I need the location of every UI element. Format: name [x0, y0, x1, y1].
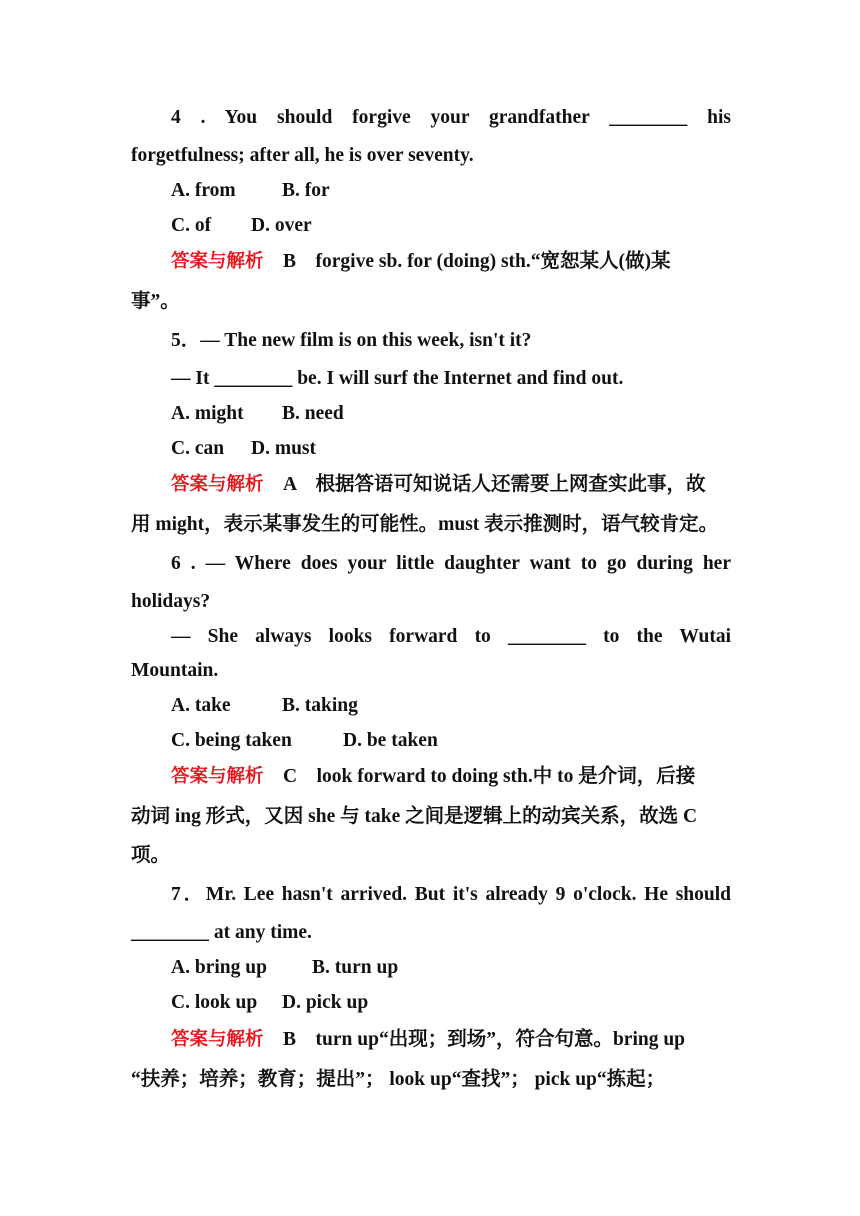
answer-label: 答案与解析	[171, 474, 264, 495]
q6-options-row-2	[171, 728, 731, 754]
q7-option-d: D. pick up	[282, 992, 369, 1013]
q4-option-d: D. over	[251, 215, 312, 236]
q5-option-d: D. must	[251, 438, 317, 459]
q7-option-a: A. bring up	[171, 957, 267, 978]
q4-stem-line-2: forgetfulness; after all, he is over seventy.	[131, 145, 474, 166]
q7-stem-line-1: 7．Mr. Lee hasn't arrived. But it's already 9 o'clock. He should	[171, 884, 731, 905]
answer-label: 答案与解析	[171, 251, 264, 272]
q6-stem-line-1: 6 . — Where does your little daughter want to go during her	[171, 553, 731, 574]
q5-stem-line-2: — It ________ be. I will surf the Internet and find out.	[171, 368, 624, 389]
q5-option-c: C. can	[171, 438, 225, 459]
q6-stem-line-3: — She always looks forward to ________ to the Wutai	[171, 626, 731, 647]
q5-stem-line-1: 5．— The new film is on this week, isn't it?	[171, 330, 532, 351]
q4-stem-line-1: 4 . You should forgive your grandfather ________ his	[171, 107, 731, 128]
q7-option-b: B. turn up	[312, 957, 399, 978]
q4-option-a: A. from	[171, 180, 236, 201]
q7-answer-line-1	[171, 1027, 731, 1053]
q6-option-d: D. be taken	[343, 730, 438, 751]
q7-option-c: C. look up	[171, 992, 258, 1013]
q5-answer-line-1	[171, 472, 731, 498]
q5-option-a: A. might	[171, 403, 244, 424]
q6-answer-text: C look forward to doing sth.中 to 是介词，后接	[283, 766, 696, 787]
q5-option-b: B. need	[282, 403, 344, 424]
q7-stem-line-2: ________ at any time.	[131, 922, 312, 943]
q6-stem-line-4: Mountain.	[131, 660, 219, 681]
q7-options-row-2	[171, 990, 731, 1016]
q5-options-row-1	[171, 401, 731, 427]
answer-label: 答案与解析	[171, 766, 264, 787]
q6-options-row-1	[171, 693, 731, 719]
q4-answer-line-1	[171, 249, 731, 275]
q7-options-row-1	[171, 955, 731, 981]
q4-answer-line-2: 事”。	[131, 291, 180, 312]
q6-answer-line-3: 项。	[131, 845, 171, 866]
q6-option-c: C. being taken	[171, 730, 292, 751]
q7-answer-line-2: “扶养；培养；教育；提出”； look up“查找”； pick up“拣起；	[131, 1069, 666, 1090]
q6-stem-line-2: holidays?	[131, 591, 211, 612]
q6-answer-line-1	[171, 764, 731, 790]
q4-option-c: C. of	[171, 215, 212, 236]
q7-answer-text: B turn up“出现；到场”，符合句意。bring up	[283, 1029, 686, 1050]
q6-option-a: A. take	[171, 695, 231, 716]
q4-option-b: B. for	[282, 180, 330, 201]
q5-answer-text: A 根据答语可知说话人还需要上网查实此事，故	[283, 474, 706, 495]
q6-answer-line-2: 动词 ing 形式，又因 she 与 take 之间是逻辑上的动宾关系，故选 C	[131, 806, 698, 827]
q6-option-b: B. taking	[282, 695, 358, 716]
q4-options-row-2	[171, 213, 731, 239]
q4-answer-text: B forgive sb. for (doing) sth.“宽恕某人(做)某	[283, 251, 671, 272]
answer-label: 答案与解析	[171, 1029, 264, 1050]
q5-options-row-2	[171, 436, 731, 462]
q5-answer-line-2: 用 might，表示某事发生的可能性。must 表示推测时，语气较肯定。	[131, 514, 719, 535]
q4-options-row-1	[171, 178, 731, 204]
